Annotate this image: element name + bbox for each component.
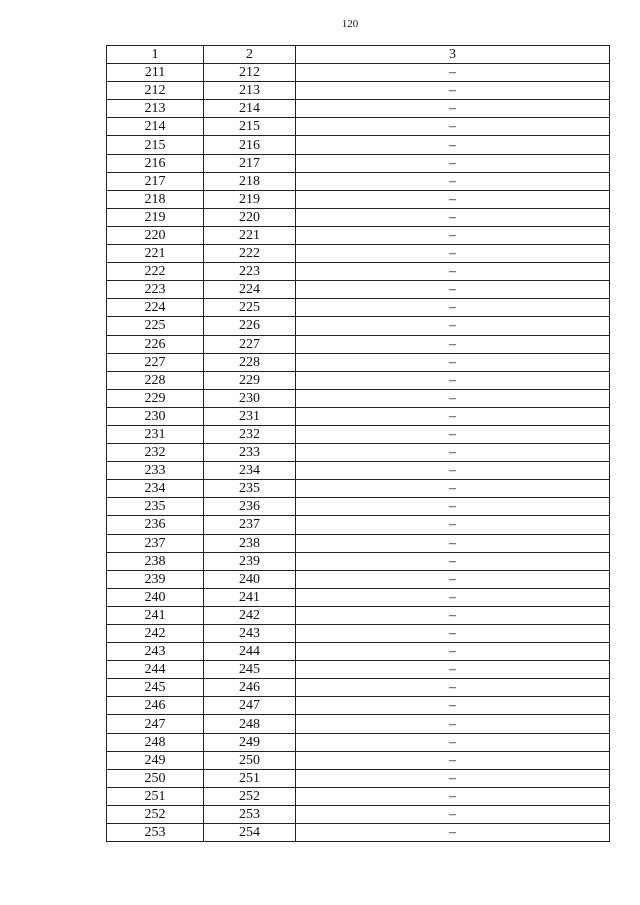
table-row: [107, 805, 610, 823]
table-cell-col-1: 241: [107, 606, 204, 624]
table-cell-col-2: 223: [204, 263, 296, 281]
table-row: [107, 118, 610, 136]
table-cell-col-1: 247: [107, 715, 204, 733]
table-cell-col-3: –: [296, 444, 610, 462]
table-row: [107, 643, 610, 661]
table-cell-col-2: 214: [204, 100, 296, 118]
table-row: [107, 425, 610, 443]
table-cell-col-3: –: [296, 335, 610, 353]
table-row: [107, 317, 610, 335]
table-header-row: [107, 46, 610, 64]
table-cell-col-2: 237: [204, 516, 296, 534]
table-cell-col-1: 248: [107, 733, 204, 751]
table-cell-col-2: 216: [204, 136, 296, 154]
table-cell-col-1: 231: [107, 425, 204, 443]
table-cell-col-3: –: [296, 516, 610, 534]
table-cell-col-2: 239: [204, 552, 296, 570]
table-cell-col-1: 221: [107, 245, 204, 263]
table-cell-col-2: 228: [204, 353, 296, 371]
table-cell-col-3: –: [296, 661, 610, 679]
page-number: 120: [341, 18, 359, 30]
table-cell-col-2: 249: [204, 733, 296, 751]
table-cell-col-3: –: [296, 498, 610, 516]
table-row: [107, 371, 610, 389]
table-cell-col-2: 224: [204, 281, 296, 299]
table-cell-col-1: 211: [107, 64, 204, 82]
table-cell-col-3: –: [296, 226, 610, 244]
table-cell-col-3: –: [296, 154, 610, 172]
table-row: [107, 570, 610, 588]
table-cell-col-2: 212: [204, 64, 296, 82]
table-cell-col-1: 250: [107, 769, 204, 787]
table-row: [107, 353, 610, 371]
table-row: [107, 480, 610, 498]
table-cell-col-2: 247: [204, 697, 296, 715]
table-row: [107, 516, 610, 534]
table-cell-col-2: 213: [204, 82, 296, 100]
data-table-container: [106, 45, 610, 842]
table-row: [107, 154, 610, 172]
table-row: [107, 824, 610, 842]
table-row: [107, 190, 610, 208]
table-row: [107, 245, 610, 263]
table-row: [107, 462, 610, 480]
table-row: [107, 679, 610, 697]
table-cell-col-3: –: [296, 824, 610, 842]
table-cell-col-1: 240: [107, 588, 204, 606]
table-cell-col-1: 232: [107, 444, 204, 462]
table-cell-col-3: –: [296, 462, 610, 480]
table-cell-col-1: 219: [107, 208, 204, 226]
table-row: [107, 389, 610, 407]
table-cell-col-1: 222: [107, 263, 204, 281]
table-cell-col-3: –: [296, 299, 610, 317]
table-cell-col-1: 249: [107, 751, 204, 769]
table-cell-col-1: 216: [107, 154, 204, 172]
table-cell-col-2: 254: [204, 824, 296, 842]
table-row: [107, 407, 610, 425]
table-cell-col-1: 237: [107, 534, 204, 552]
table-cell-col-2: 250: [204, 751, 296, 769]
table-cell-col-2: 222: [204, 245, 296, 263]
table-cell-col-2: 221: [204, 226, 296, 244]
table-cell-col-2: 251: [204, 769, 296, 787]
table-cell-col-1: 214: [107, 118, 204, 136]
table-cell-col-3: –: [296, 172, 610, 190]
table-cell-col-3: –: [296, 317, 610, 335]
table-row: [107, 64, 610, 82]
table-cell-col-2: 242: [204, 606, 296, 624]
table-cell-col-2: 230: [204, 389, 296, 407]
table-cell-col-1: 238: [107, 552, 204, 570]
table-row: [107, 172, 610, 190]
table-cell-col-3: –: [296, 136, 610, 154]
table-cell-col-2: 238: [204, 534, 296, 552]
table-cell-col-2: 220: [204, 208, 296, 226]
table-cell-col-1: 251: [107, 787, 204, 805]
table-cell-col-3: –: [296, 245, 610, 263]
table-cell-col-1: 253: [107, 824, 204, 842]
column-header-3: 3: [296, 46, 610, 64]
table-cell-col-3: –: [296, 263, 610, 281]
table-cell-col-1: 224: [107, 299, 204, 317]
table-cell-col-2: 241: [204, 588, 296, 606]
table-cell-col-3: –: [296, 570, 610, 588]
table-cell-col-2: 217: [204, 154, 296, 172]
table-cell-col-2: 227: [204, 335, 296, 353]
table-cell-col-1: 225: [107, 317, 204, 335]
table-row: [107, 715, 610, 733]
table-cell-col-2: 225: [204, 299, 296, 317]
table-cell-col-2: 248: [204, 715, 296, 733]
table-row: [107, 100, 610, 118]
table-cell-col-2: 244: [204, 643, 296, 661]
table-cell-col-3: –: [296, 407, 610, 425]
table-cell-col-1: 212: [107, 82, 204, 100]
table-row: [107, 751, 610, 769]
table-cell-col-3: –: [296, 208, 610, 226]
table-row: [107, 697, 610, 715]
table-cell-col-1: 227: [107, 353, 204, 371]
table-cell-col-1: 215: [107, 136, 204, 154]
table-row: [107, 552, 610, 570]
table-cell-col-3: –: [296, 281, 610, 299]
table-cell-col-1: 242: [107, 625, 204, 643]
table-cell-col-1: 246: [107, 697, 204, 715]
table-row: [107, 588, 610, 606]
table-cell-col-2: 240: [204, 570, 296, 588]
table-cell-col-3: –: [296, 697, 610, 715]
table-cell-col-1: 245: [107, 679, 204, 697]
table-cell-col-1: 217: [107, 172, 204, 190]
table-cell-col-3: –: [296, 606, 610, 624]
table-cell-col-1: 218: [107, 190, 204, 208]
table-cell-col-1: 243: [107, 643, 204, 661]
table-cell-col-2: 243: [204, 625, 296, 643]
table-row: [107, 769, 610, 787]
table-cell-col-2: 252: [204, 787, 296, 805]
table-row: [107, 136, 610, 154]
table-row: [107, 606, 610, 624]
table-row: [107, 263, 610, 281]
table-cell-col-3: –: [296, 805, 610, 823]
table-cell-col-2: 253: [204, 805, 296, 823]
table-cell-col-3: –: [296, 534, 610, 552]
table-cell-col-1: 230: [107, 407, 204, 425]
table-cell-col-3: –: [296, 625, 610, 643]
table-row: [107, 787, 610, 805]
table-cell-col-2: 246: [204, 679, 296, 697]
table-cell-col-2: 234: [204, 462, 296, 480]
table-row: [107, 444, 610, 462]
table-row: [107, 498, 610, 516]
table-row: [107, 208, 610, 226]
table-row: [107, 625, 610, 643]
table-cell-col-3: –: [296, 643, 610, 661]
table-cell-col-2: 245: [204, 661, 296, 679]
table-cell-col-1: 252: [107, 805, 204, 823]
table-cell-col-1: 223: [107, 281, 204, 299]
table-cell-col-1: 226: [107, 335, 204, 353]
table-header: [107, 46, 610, 64]
table-cell-col-1: 244: [107, 661, 204, 679]
table-row: [107, 281, 610, 299]
table-cell-col-2: 233: [204, 444, 296, 462]
column-header-2: 2: [204, 46, 296, 64]
table-cell-col-1: 234: [107, 480, 204, 498]
table-cell-col-3: –: [296, 82, 610, 100]
table-cell-col-3: –: [296, 190, 610, 208]
table-cell-col-3: –: [296, 552, 610, 570]
table-row: [107, 226, 610, 244]
data-table: [106, 45, 610, 842]
table-cell-col-3: –: [296, 588, 610, 606]
table-cell-col-3: –: [296, 679, 610, 697]
table-cell-col-1: 233: [107, 462, 204, 480]
table-row: [107, 534, 610, 552]
table-row: [107, 661, 610, 679]
table-cell-col-3: –: [296, 118, 610, 136]
table-cell-col-3: –: [296, 64, 610, 82]
table-row: [107, 82, 610, 100]
table-cell-col-3: –: [296, 787, 610, 805]
table-cell-col-1: 228: [107, 371, 204, 389]
table-cell-col-2: 236: [204, 498, 296, 516]
table-cell-col-2: 232: [204, 425, 296, 443]
column-header-1: 1: [107, 46, 204, 64]
table-cell-col-1: 220: [107, 226, 204, 244]
table-cell-col-3: –: [296, 480, 610, 498]
table-cell-col-3: –: [296, 751, 610, 769]
table-cell-col-3: –: [296, 715, 610, 733]
table-cell-col-3: –: [296, 769, 610, 787]
table-row: [107, 733, 610, 751]
table-cell-col-1: 229: [107, 389, 204, 407]
table-cell-col-1: 236: [107, 516, 204, 534]
table-cell-col-1: 213: [107, 100, 204, 118]
table-cell-col-1: 239: [107, 570, 204, 588]
table-body: [107, 64, 610, 842]
table-cell-col-2: 219: [204, 190, 296, 208]
table-cell-col-3: –: [296, 100, 610, 118]
table-row: [107, 299, 610, 317]
table-cell-col-3: –: [296, 733, 610, 751]
table-cell-col-3: –: [296, 425, 610, 443]
table-cell-col-3: –: [296, 353, 610, 371]
table-cell-col-2: 226: [204, 317, 296, 335]
table-cell-col-2: 235: [204, 480, 296, 498]
table-cell-col-2: 229: [204, 371, 296, 389]
table-cell-col-3: –: [296, 371, 610, 389]
table-cell-col-1: 235: [107, 498, 204, 516]
table-cell-col-3: –: [296, 389, 610, 407]
table-cell-col-2: 231: [204, 407, 296, 425]
table-cell-col-2: 215: [204, 118, 296, 136]
table-row: [107, 335, 610, 353]
table-cell-col-2: 218: [204, 172, 296, 190]
